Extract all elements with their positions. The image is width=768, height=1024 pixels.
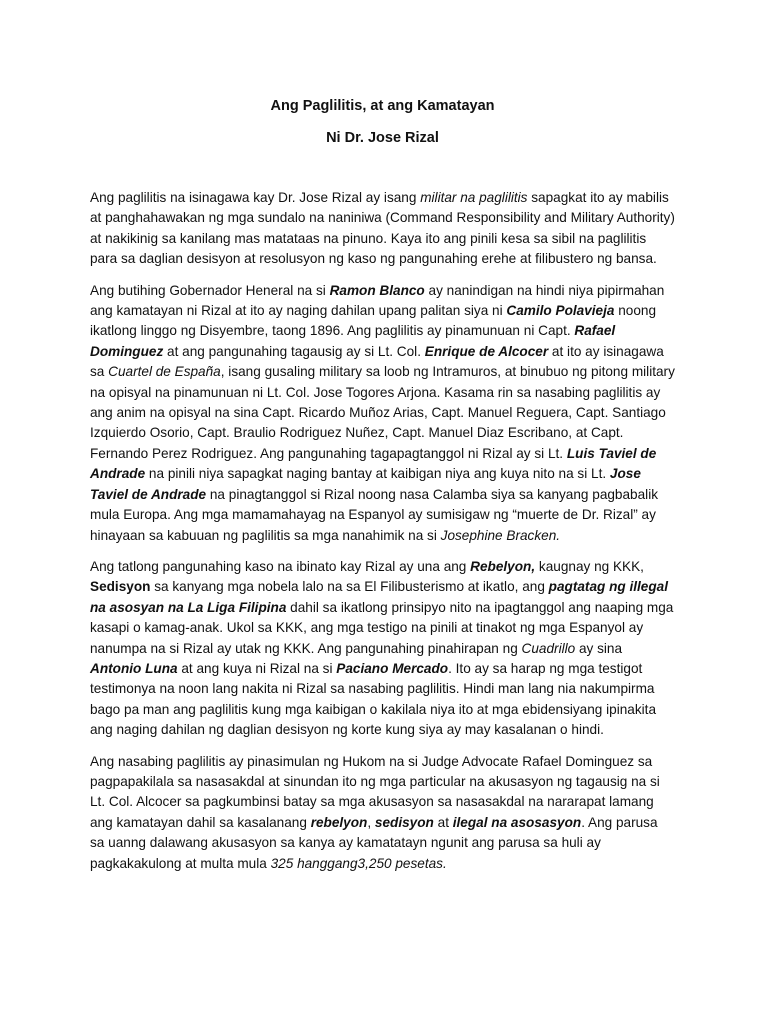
text-run: Sedisyon — [90, 579, 151, 595]
text-run: sa kanyang mga nobela lalo na sa El Filibusterismo at ikatlo, ang — [150, 579, 549, 595]
text-run: na pinagtanggol si Rizal noong nasa Calamba siya sa kanyang pagbabalik mula Europa. Ang mga mamamahayag na Espanyol ay sumisigaw ng “muerte de Dr. Rizal” ay hinayaan sa kabuuan ng paglilitis sa mga nanahimik na si — [90, 486, 659, 543]
text-run: , — [367, 814, 375, 830]
text-run: pagtatag ng illegal na asosyan na La Liga Filipina — [90, 579, 668, 615]
text-run: at ito ay isinagawa sa — [90, 343, 664, 380]
text-run: Rebelyon, — [470, 558, 536, 574]
text-run: Enrique de Alcocer — [424, 343, 549, 359]
text-run: at — [433, 814, 453, 830]
text-run: at ang pangunahing tagausig ay si Lt. Col. — [163, 343, 425, 359]
text-run: Ang butihing Gobernador Heneral na si — [90, 282, 330, 298]
text-run: Ang nasabing paglilitis ay pinasimulan ng Hukom na si Judge Advocate Rafael Dominguez sa pagpapakilala sa nasasakdal at sinundan ito ng mga particular na akusasyon ng tagausig na si Lt. Col. Alcocer sa pagkumbinsi batay sa mga akusasyon sa nasasakdal na nararapat lamang ang kamatayan dahil sa kasalanang — [90, 753, 660, 830]
document-text — [90, 188, 675, 874]
text-run: ay sina — [575, 640, 623, 656]
text-run: Ang tatlong pangunahing kaso na ibinato kay Rizal ay una ang — [90, 558, 471, 574]
text-run: Jose Taviel de Andrade — [90, 466, 641, 502]
text-run: . Ang parusa sa uanng dalawang akusasyon sa kanya ay kamatatayn ngunit ang parusa sa huli ay pagkakakulong at multa mula — [90, 814, 658, 871]
text-run: Josephine Bracken. — [440, 527, 561, 543]
text-run: Camilo Polavieja — [506, 303, 615, 319]
text-run: rebelyon — [310, 814, 368, 830]
text-run: Cuadrillo — [521, 640, 576, 656]
text-run: , isang gusaling military sa loob ng Intramuros, at binubuo ng pitong military na opisyal na pinamunuan ni Lt. Col. Jose Togores Arjona. Kasama rin sa nasabing paglilitis ay ang anim na opisyal na sina Capt. Ricardo Muñoz Arias, Capt. Manuel Reguera, Capt. Santiago Izquierdo Osorio, Capt. Braulio Rodriguez Nuñez, Capt. Manuel Diaz Escribano, at Capt. Fernando Perez Rodriguez. Ang pangunahing tagapagtanggol ni Rizal ay si Lt. — [90, 364, 675, 461]
text-run: noong ikatlong linggo ng Disyembre, taong 1896. Ang paglilitis ay pinamunuan ni Capt. — [90, 303, 657, 339]
text-run: ilegal na asosasyon — [452, 814, 582, 830]
text-run: . Ito ay sa harap ng mga testigot testimonya na noon lang nakita ni Rizal sa nasabing paglilitis. Hindi man lang nia nakumpirma bago pa man ang paglilitis kung mga kaibigan o kakilala niya ito at mga ebidensiyang ipinakita ang naging dahilan ng daglian desisyon ng korte kung siya ay may kasalanan o hindi. — [90, 660, 657, 738]
text-run: Ramon Blanco — [329, 282, 425, 298]
text-run: sedisyon — [374, 814, 434, 830]
paragraph — [90, 557, 675, 741]
text-run: dahil sa ikatlong prinsipyo nito na ipagtanggol ang naaping mga kasapi o kamag-anak. Ukol sa KKK, ang mga testigo na pinili at tinakot ng mga Espanyol ay nanumpa na si Rizal ay utak ng KKK. Ang pangunahing pinahirapan ng — [90, 599, 674, 656]
text-run: Antonio Luna — [90, 660, 178, 676]
text-run: at ang kuya ni Rizal na si — [177, 660, 337, 676]
paragraph — [90, 752, 675, 874]
text-run: 325 hanggang3,250 pesetas. — [270, 855, 447, 871]
text-run: militar na paglilitis — [420, 190, 528, 205]
text-run: kaugnay ng KKK, — [535, 558, 644, 574]
document-author: Ni Dr. Jose Rizal — [326, 130, 439, 146]
paragraph — [90, 281, 675, 546]
text-run: Luis Taviel de Andrade — [90, 445, 657, 482]
text-run: ay nanindigan na hindi niya pipirmahan ang kamatayan ni Rizal at ito ay naging dahilan upang palitan siya ni — [90, 282, 665, 319]
text-run: Ang paglilitis na isinagawa kay Dr. Jose Rizal ay isang — [90, 190, 421, 205]
document-title: Ang Paglilitis, at ang Kamatayan — [270, 98, 495, 114]
text-run: Paciano Mercado — [336, 660, 449, 676]
text-run: Rafael Dominguez — [90, 323, 616, 359]
document-body — [90, 96, 675, 885]
paragraph — [90, 188, 675, 270]
text-run: sapagkat ito ay mabilis at panghahawakan ng mga sundalo na naniniwa (Command Responsibility and Military Authority) at nakikinig sa kanilang mas matataas na pinuno. Kaya ito ang pinili kesa sa sibil na paglilitis para sa daglian desisyon at resolusyon ng kaso ng pangunahing erehe at filibustero ng bansa. — [90, 190, 675, 267]
text-run: na pinili niya sapagkat naging bantay at kaibigan niya ang kuya nito na si Lt. — [145, 466, 610, 482]
text-run: Cuartel de España — [108, 364, 221, 380]
